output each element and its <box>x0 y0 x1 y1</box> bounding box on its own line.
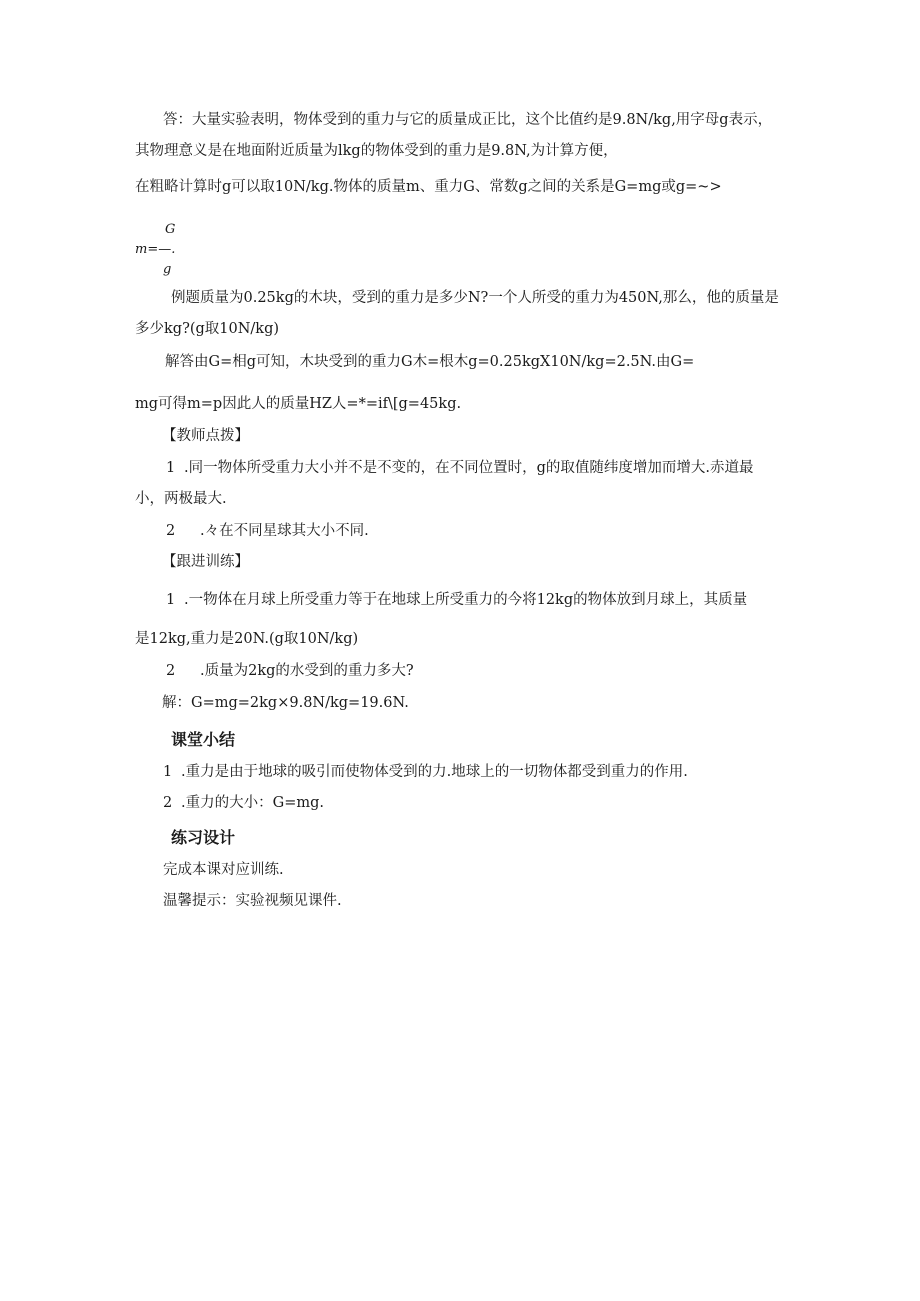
solution-line-1: 解答由G=相g可知，木块受到的重力G木=根木g=0.25kgX10N/kg=2.5N.由G= <box>165 354 695 370</box>
teacher-tip-2-number: 2 <box>166 523 176 539</box>
summary-item-2-text: .重力的大小：G=mg. <box>181 795 324 811</box>
solution-line-2: mg可得m=p因此人的质量HZ人=*=if\[g=45kg. <box>135 396 462 412</box>
practice-item-2-number: 2 <box>166 663 176 679</box>
fraction-denominator: g <box>163 262 172 277</box>
teacher-tips-heading: 【教师点拨】 <box>162 428 249 444</box>
fraction-formula: m=—. <box>135 242 176 257</box>
answer-line-1: 答：大量实验表明，物体受到的重力与它的质量成正比，这个比值约是9.8N/kg,用字母g表示， <box>163 112 773 128</box>
answer-line-3: 在粗略计算时g可以取10N/kg.物体的质量m、重力G、常数g之间的关系是G=mg或g=~> <box>135 179 722 195</box>
practice-item-1-continued: 是12kg,重力是20N.(g取10N/kg) <box>135 631 359 647</box>
teacher-tip-1-continued: 小，两极最大. <box>135 491 227 507</box>
practice-item-1 <box>166 590 747 610</box>
teacher-tip-1-text: .同一物体所受重力大小并不是不变的，在不同位置时，g的取值随纬度增加而增大.赤道最 <box>184 460 754 476</box>
teacher-tip-1-number: 1 <box>166 460 176 476</box>
exercise-line-2: 温馨提示：实验视频见课件. <box>163 893 342 909</box>
summary-item-1 <box>163 762 688 782</box>
example-line-1: 例题质量为0.25kg的木块，受到的重力是多少N?一个人所受的重力为450N,那么，他的质量是 <box>171 290 779 306</box>
teacher-tip-2-text: .々在不同星球其大小不同. <box>200 523 369 539</box>
summary-heading: 课堂小结 <box>171 730 236 749</box>
practice-item-1-text: .一物体在月球上所受重力等于在地球上所受重力的今将12kg的物体放到月球上，其质量 <box>184 592 748 608</box>
practice-solution: 解：G=mg=2kg×9.8N/kg=19.6N. <box>162 695 409 711</box>
exercise-line-1: 完成本课对应训练. <box>163 862 284 878</box>
practice-item-1-number: 1 <box>166 592 176 608</box>
summary-item-2-number: 2 <box>163 795 173 811</box>
summary-item-1-number: 1 <box>163 764 173 780</box>
practice-heading: 【跟进训练】 <box>162 554 249 570</box>
fraction-numerator: G <box>165 222 176 237</box>
answer-line-2: 其物理意义是在地面附近质量为lkg的物体受到的重力是9.8N,为计算方便， <box>135 143 618 159</box>
teacher-tip-1 <box>166 458 754 478</box>
example-line-2: 多少kg?(g取10N/kg) <box>135 321 280 337</box>
exercise-heading: 练习设计 <box>171 828 236 847</box>
summary-item-2 <box>163 793 324 813</box>
summary-item-1-text: .重力是由于地球的吸引而使物体受到的力.地球上的一切物体都受到重力的作用. <box>181 764 688 780</box>
practice-item-2-text: .质量为2kg的水受到的重力多大? <box>200 663 414 679</box>
practice-item-2 <box>166 661 414 681</box>
teacher-tip-2 <box>166 521 369 541</box>
